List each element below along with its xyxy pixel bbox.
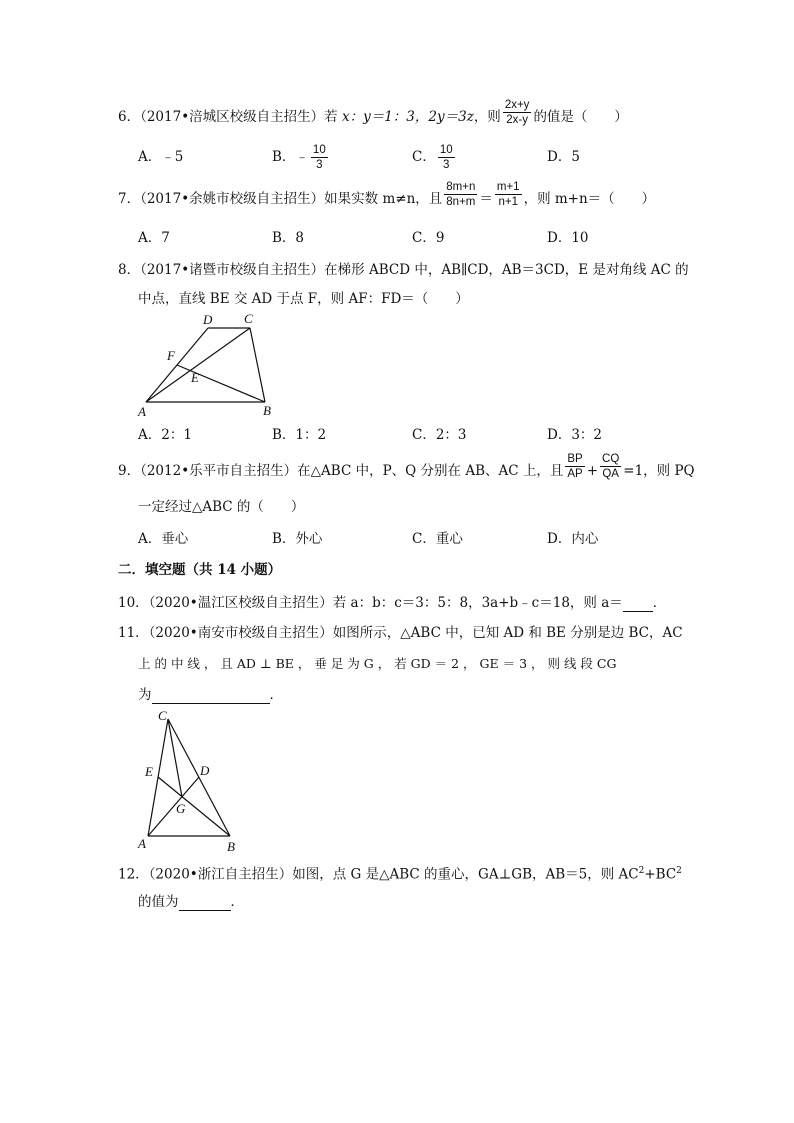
q6-option-b-fraction — [311, 143, 328, 172]
q10-end: ． — [652, 595, 667, 611]
option-text: ﹣5 — [161, 149, 184, 165]
q8-line1: 在梯形 ABCD 中，AB∥CD，AB＝3CD，E 是对角线 AC 的 — [324, 262, 689, 278]
q12-line2: 的值为 — [138, 894, 179, 910]
q8-label-e: E — [191, 370, 199, 385]
q6-condition: x：y＝1：3，2y＝3z — [341, 109, 474, 125]
q11-end: ． — [269, 687, 283, 703]
option-text: 10 — [571, 230, 589, 246]
option-text: 5 — [571, 149, 580, 165]
q12-stem-line1 — [118, 862, 682, 884]
q12-plus-bc: +BC — [644, 866, 677, 883]
q11-label-a: A — [138, 836, 146, 851]
frac-num: m+1 — [496, 181, 520, 193]
option-text: 内心 — [571, 531, 599, 547]
frac-den: 3 — [316, 159, 323, 171]
q11-segment-be — [158, 777, 230, 836]
q9-option-d[interactable] — [547, 530, 598, 548]
option-label: D． — [547, 230, 572, 246]
frac-den: 3 — [443, 159, 450, 171]
q11-line2: 上 的 中 线 ， 且 AD ⊥ BE ， 垂 足 为 G ， 若 GD ＝ 2 ， GE ＝ 3 ， 则 线 段 CG — [138, 656, 617, 671]
q9-stem-line1 — [118, 453, 695, 481]
q8-label-a: A — [138, 404, 146, 419]
q6-option-c[interactable] — [412, 143, 457, 172]
q8-stem-line1 — [118, 261, 689, 279]
q9-fraction-1 — [565, 452, 584, 481]
q8-label-c: C — [244, 311, 253, 326]
option-label: A． — [138, 531, 162, 547]
q6-source: （2017•涪城区校级自主招生） — [140, 109, 325, 125]
q11-segment-ad — [148, 777, 199, 836]
q7-fraction-2 — [495, 180, 522, 209]
q8-label-d: D — [203, 312, 213, 327]
option-label: A． — [138, 230, 162, 246]
q12-number: 12． — [118, 866, 149, 883]
option-label: C． — [412, 531, 436, 547]
q11-stem-line2 — [138, 655, 616, 673]
option-label: C． — [412, 230, 436, 246]
q6-option-d[interactable] — [547, 148, 580, 166]
q12-source: （2020•浙江自主招生） — [148, 866, 293, 883]
q7-option-c[interactable] — [412, 229, 444, 247]
q6-number: 6． — [118, 109, 141, 125]
option-text: 1：2 — [295, 427, 327, 443]
option-text: 2：3 — [435, 427, 467, 443]
option-text: 3：2 — [571, 427, 603, 443]
q6-option-a[interactable] — [138, 148, 183, 166]
option-prefix: ﹣ — [295, 149, 309, 165]
frac-num: CQ — [602, 453, 620, 465]
q9-option-c[interactable] — [412, 530, 463, 548]
q11-answer-blank[interactable] — [152, 689, 270, 704]
q9-number: 9． — [118, 463, 141, 479]
q9-line2: 一定经过△ABC 的（ ） — [138, 499, 305, 515]
q10-text: 若 a：b：c＝3：5：8，3a+b﹣c＝18，则 a＝ — [332, 595, 623, 611]
option-text: 外心 — [295, 531, 323, 547]
frac-den: 8n+m — [446, 196, 476, 208]
q12-end: ． — [230, 894, 244, 910]
q8-source: （2017•诸暨市校级自主招生） — [140, 262, 325, 278]
option-text: 8 — [295, 230, 305, 246]
q11-label-b: B — [227, 839, 235, 854]
option-label: D． — [547, 531, 572, 547]
q6-stem — [118, 99, 628, 127]
q12-superscript-1: 2 — [638, 866, 645, 876]
q9-plus: + — [586, 463, 599, 479]
q7-source: （2017•余姚市校级自主招生） — [140, 191, 325, 207]
q12-text: 如图，点 G 是△ABC 的重心，GA⊥GB，AB＝5，则 AC — [292, 866, 639, 883]
q7-option-a[interactable] — [138, 229, 170, 247]
q11-stem-line3 — [138, 686, 283, 704]
q7-stem — [118, 181, 656, 209]
frac-num: BP — [567, 453, 583, 465]
q9-option-a[interactable] — [138, 530, 188, 548]
q10-source: （2020•温江区校级自主招生） — [148, 595, 333, 611]
q9-fraction-2 — [600, 452, 621, 481]
q12-superscript-2: 2 — [676, 866, 682, 876]
option-text: 垂心 — [161, 531, 189, 547]
option-label: C． — [412, 427, 436, 443]
q8-option-c[interactable] — [412, 426, 467, 444]
q8-option-d[interactable] — [547, 426, 602, 444]
q8-option-b[interactable] — [272, 426, 326, 444]
q6-text-a: 若 — [324, 109, 342, 125]
q10-number: 10． — [118, 595, 149, 611]
q9-text-b: =1，则 PQ — [623, 463, 695, 479]
q6-option-b[interactable] — [272, 143, 330, 172]
q7-option-d[interactable] — [547, 229, 589, 247]
q8-stem-line2 — [138, 290, 469, 308]
q6-frac-num: 2x+y — [504, 99, 530, 111]
option-label: B． — [272, 531, 296, 547]
q11-line3-prefix: 为 — [138, 687, 152, 703]
option-label: A． — [138, 427, 162, 443]
q11-label-g: G — [176, 801, 186, 816]
option-text: 2：1 — [161, 427, 192, 443]
option-label: A． — [138, 149, 162, 165]
frac-num: 10 — [439, 144, 453, 156]
q8-segment-bc — [250, 328, 265, 402]
option-label: D． — [547, 427, 572, 443]
option-text: 7 — [161, 230, 170, 246]
option-label: B． — [272, 427, 296, 443]
q11-stem-line1 — [118, 624, 683, 642]
q6-fraction — [503, 98, 532, 127]
q7-text-b: ，则 m+n＝（ ） — [523, 191, 656, 207]
q12-stem-line2 — [138, 893, 244, 911]
q7-number: 7． — [118, 191, 141, 207]
q9-source: （2012•乐平市自主招生） — [140, 463, 298, 479]
option-label: C． — [412, 149, 436, 165]
q11-line1: 如图所示，△ABC 中，已知 AD 和 BE 分别是边 BC，AC — [332, 625, 683, 641]
option-label: B． — [272, 230, 296, 246]
q7-fraction-1 — [444, 180, 477, 209]
q9-text-a: 在△ABC 中，P、Q 分别在 AB、AC 上，且 — [297, 463, 564, 479]
q7-option-b[interactable] — [272, 229, 304, 247]
q9-option-b[interactable] — [272, 530, 322, 548]
frac-den: AP — [567, 468, 583, 480]
q8-line2: 中点，直线 BE 交 AD 于点 F，则 AF：FD＝（ ） — [138, 291, 469, 307]
q6-text-b: ，则 — [473, 109, 501, 125]
q10-stem — [118, 594, 666, 612]
q8-number: 8． — [118, 262, 141, 278]
q11-number: 11． — [118, 625, 149, 641]
option-text: 9 — [435, 230, 445, 246]
option-label: D． — [547, 149, 572, 165]
q8-label-f: F — [167, 348, 175, 363]
frac-den: n+1 — [498, 196, 518, 208]
q8-option-a[interactable] — [138, 426, 192, 444]
q11-label-e: E — [145, 764, 153, 779]
option-text: 重心 — [435, 531, 463, 547]
q6-option-c-fraction — [438, 143, 455, 172]
q10-answer-blank[interactable] — [623, 597, 653, 612]
q9-stem-line2 — [138, 498, 304, 516]
q8-label-b: B — [263, 403, 271, 418]
q8-trapezoid-figure — [134, 308, 284, 420]
q11-source: （2020•南安市校级自主招生） — [148, 625, 333, 641]
section-fill-in-heading: 二．填空题（共 14 小题） — [118, 562, 282, 578]
q11-triangle-figure — [134, 706, 244, 854]
q11-segment-cg — [168, 719, 182, 797]
q7-equals: ＝ — [479, 191, 493, 207]
frac-num: 8m+n — [446, 181, 476, 193]
frac-num: 10 — [312, 144, 326, 156]
q7-text-a: 如果实数 m≠n，且 — [324, 191, 443, 207]
frac-den: QA — [602, 468, 619, 480]
q11-label-d: D — [200, 763, 210, 778]
q6-text-c: 的值是（ ） — [533, 109, 628, 125]
q12-answer-blank[interactable] — [179, 896, 231, 911]
option-label: B． — [272, 149, 296, 165]
q6-frac-den: 2x-y — [506, 114, 528, 126]
q11-label-c: C — [158, 708, 167, 723]
